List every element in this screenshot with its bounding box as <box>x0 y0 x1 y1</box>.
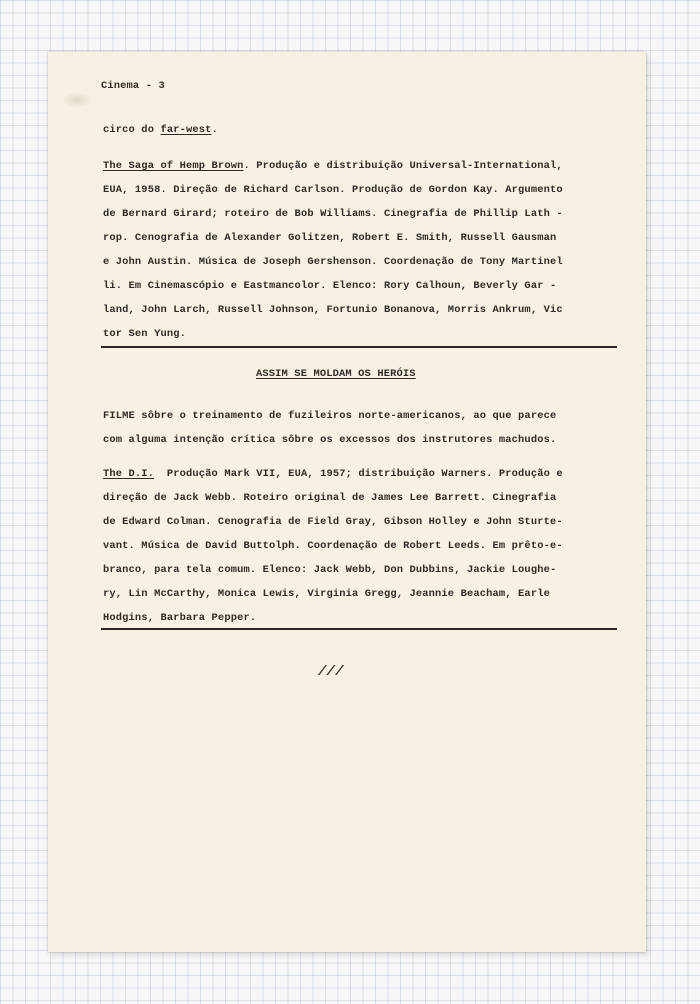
film1-line: e John Austin. Música de Joseph Gershenson. Coordenação de Tony Martinel <box>103 256 563 268</box>
film1-first-line-rest: . Produção e distribuição Universal-International, <box>243 160 563 172</box>
film1-line: li. Em Cinemascópio e Eastmancolor. Elenco: Rory Calhoun, Beverly Gar - <box>103 280 557 292</box>
film2-title: The D.I. <box>103 468 155 480</box>
continuation-line <box>103 124 218 136</box>
page-header: Cinema - 3 <box>101 80 165 92</box>
film1-title: The Saga of Hemp Brown <box>103 160 244 172</box>
film1-line: land, John Larch, Russell Johnson, Fortunio Bonanova, Morris Ankrum, Vic <box>103 304 563 316</box>
continuation-prefix: circo do <box>103 124 161 136</box>
intro-line: FILME sôbre o treinamento de fuzileiros norte-americanos, ao que parece <box>103 410 557 422</box>
continuation-suffix: . <box>211 124 218 136</box>
section-divider <box>101 628 617 630</box>
intro-line: com alguma intenção crítica sôbre os excessos dos instrutores machudos. <box>103 434 557 446</box>
film2-line: vant. Música de David Buttolph. Coordenação de Robert Leeds. Em prêto-e- <box>103 540 563 552</box>
film1-line: EUA, 1958. Direção de Richard Carlson. Produção de Gordon Kay. Argumento <box>103 184 563 196</box>
film1-line: tor Sen Yung. <box>103 328 187 340</box>
end-mark: /// <box>318 664 344 680</box>
continuation-underlined: far-west <box>160 124 212 136</box>
section-divider <box>101 346 617 348</box>
film2-first-line-rest: Produção Mark VII, EUA, 1957; distribuição Warners. Produção e <box>154 468 563 480</box>
film2-first-line <box>103 468 563 480</box>
film2-line: direção de Jack Webb. Roteiro original de James Lee Barrett. Cinegrafia <box>103 492 557 504</box>
film2-line: Hodgins, Barbara Pepper. <box>103 612 257 624</box>
film1-line: rop. Cenografia de Alexander Golitzen, Robert E. Smith, Russell Gausman <box>103 232 557 244</box>
section-heading: ASSIM SE MOLDAM OS HERÓIS <box>256 368 416 380</box>
film2-line: ry, Lin McCarthy, Monica Lewis, Virginia Gregg, Jeannie Beacham, Earle <box>103 588 550 600</box>
film1-line: de Bernard Girard; roteiro de Bob Williams. Cinegrafia de Phillip Lath - <box>103 208 563 220</box>
film1-first-line <box>103 160 563 172</box>
ink-smudge <box>62 92 92 108</box>
film2-line: branco, para tela comum. Elenco: Jack Webb, Don Dubbins, Jackie Loughe- <box>103 564 557 576</box>
film2-line: de Edward Colman. Cenografia de Field Gray, Gibson Holley e John Sturte- <box>103 516 563 528</box>
